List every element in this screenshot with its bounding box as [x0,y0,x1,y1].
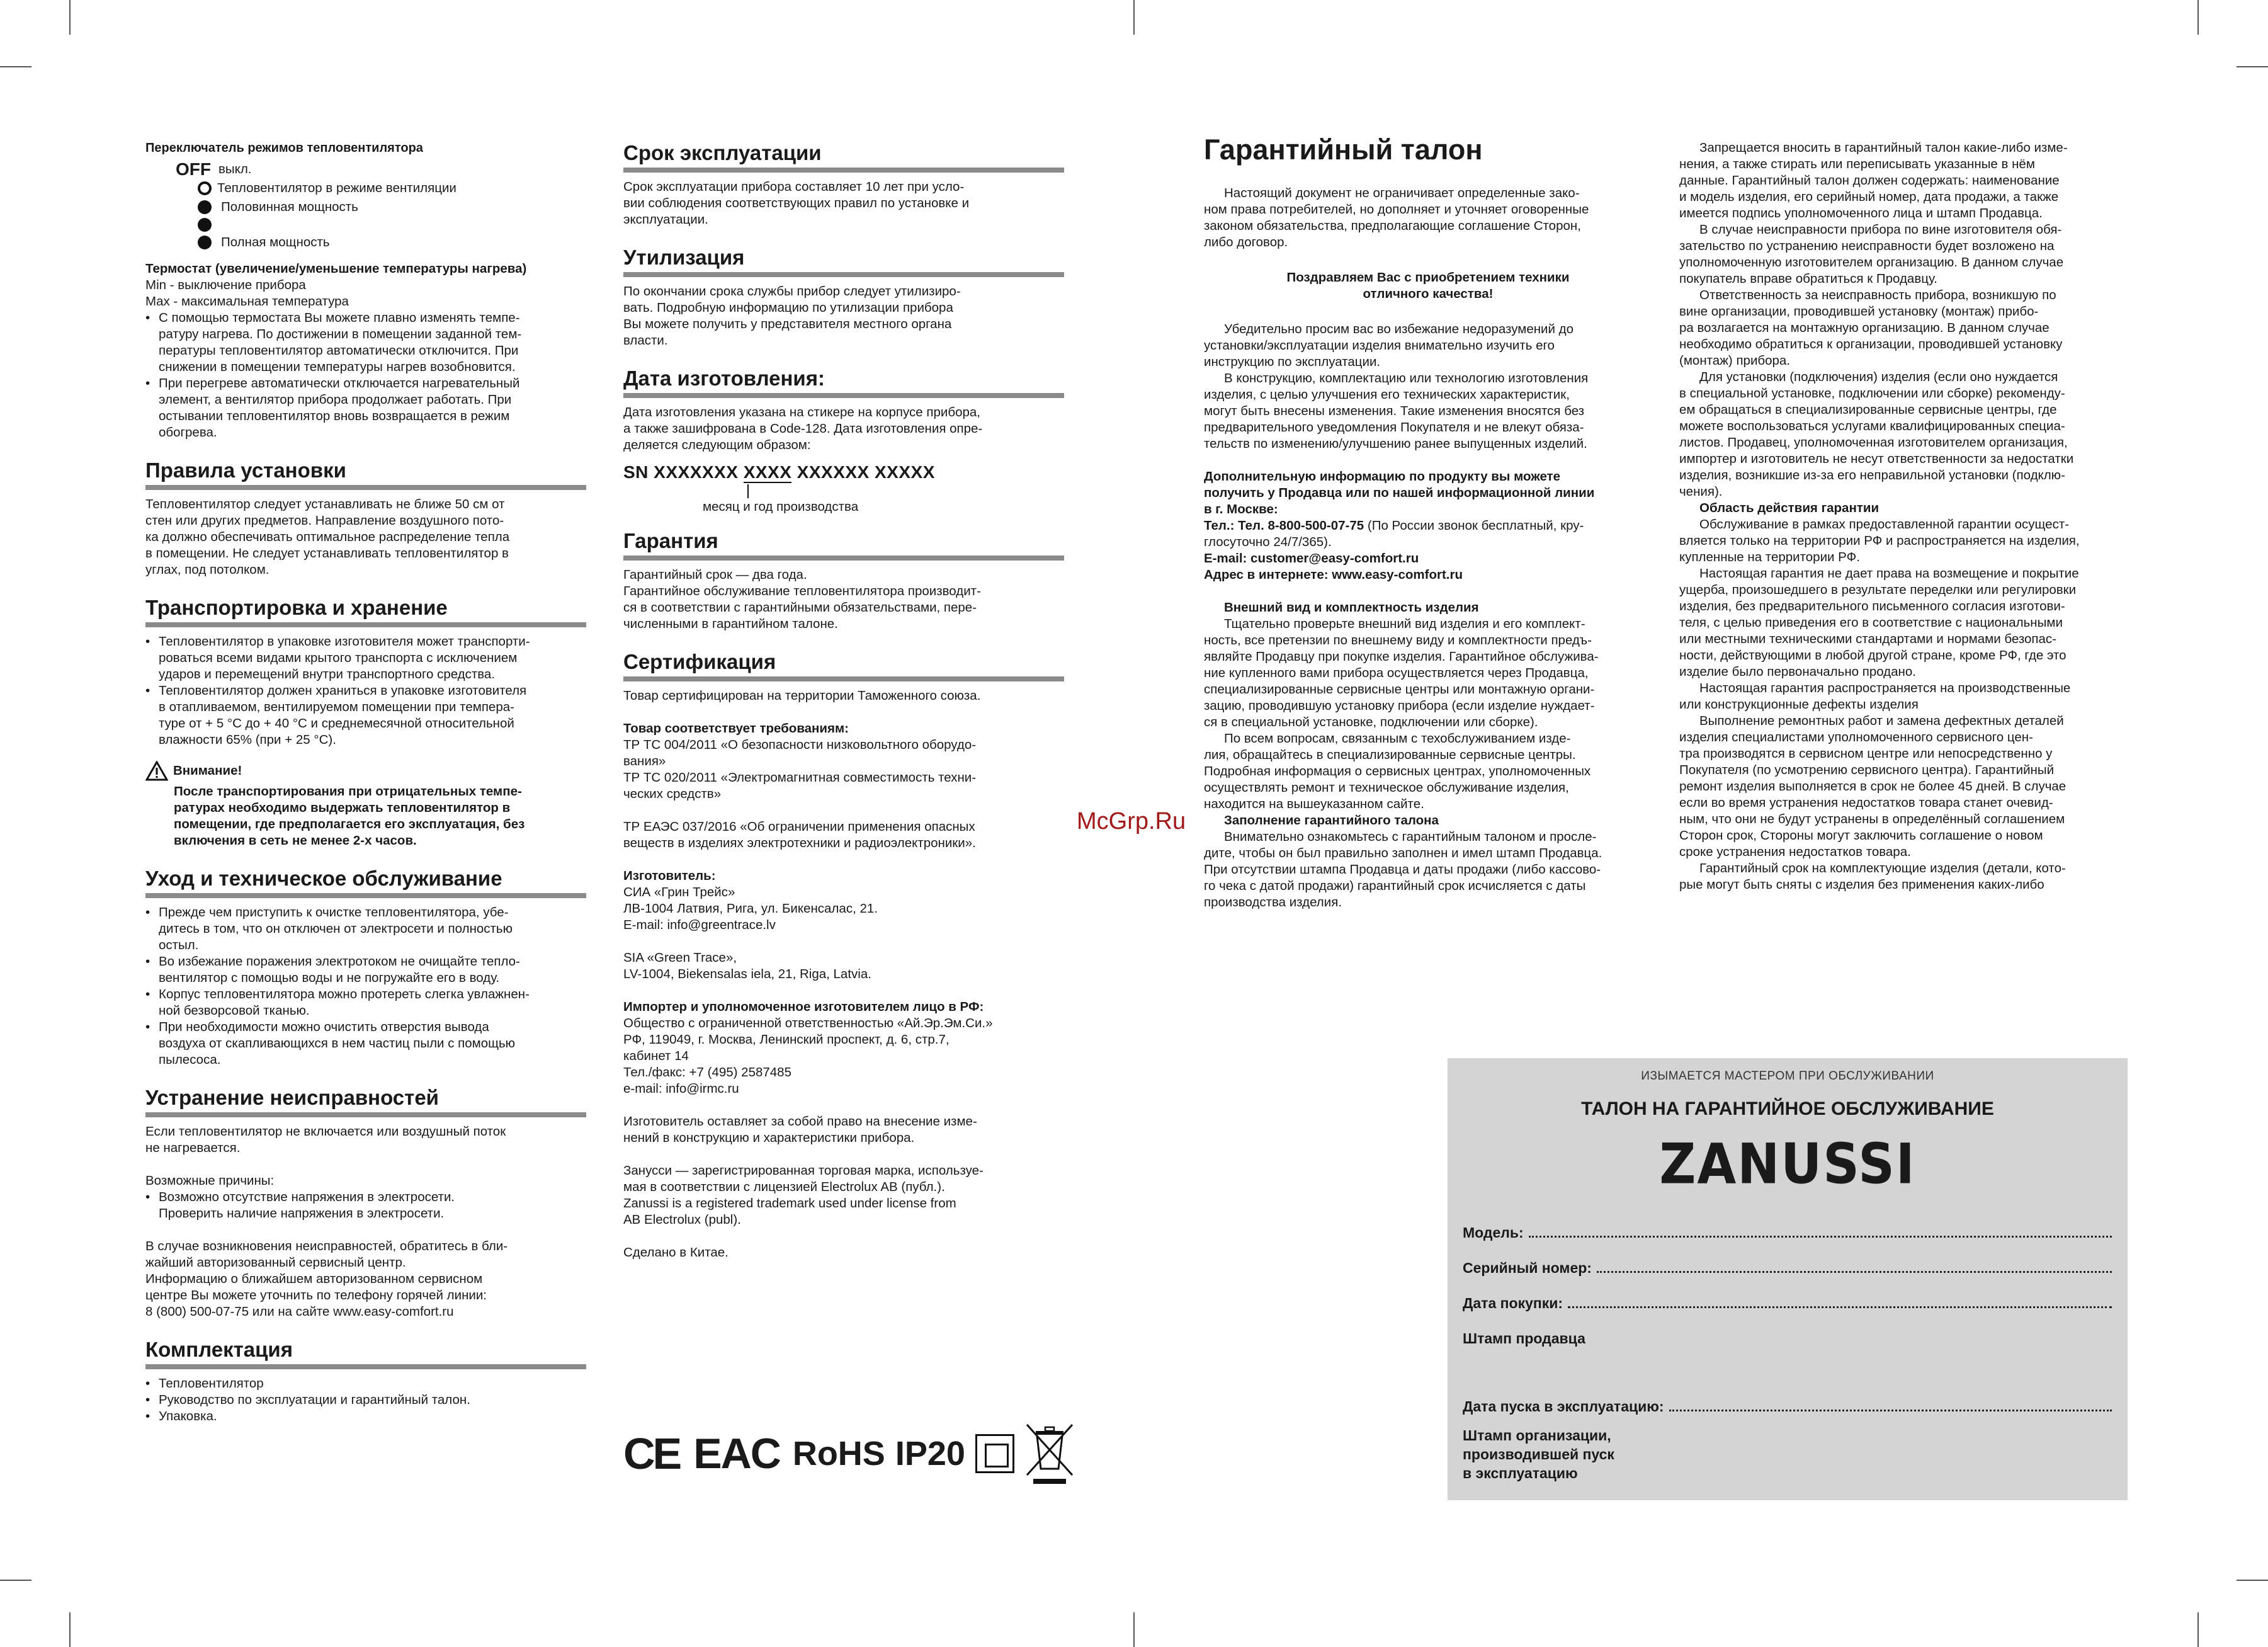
cert-heading: Сертификация [623,649,1064,681]
install-text: Тепловентилятор следует устанавливать не ближе 50 см от стен или других предметов. Направление воздушного пото- ка должно обеспечивать оптимальное распределение тепла в помещении. Не следует устанавливать тепловентилятор в углах, под потолком. [145,497,510,577]
model-field[interactable] [1463,1223,2112,1242]
crop-mark [0,1580,31,1581]
tel-label: Тел.: Тел. 8-800-500-07-75 [1204,518,1364,533]
start-date-label: Дата пуска в эксплуатацию: [1463,1398,1664,1415]
trouble-text-2: В случае возникновения неисправностей, обратитесь в бли- жайший авторизованный сервисный центр. Информацию о ближайшем авторизованном сервисном центре Вы можете уточнить по телефону горячей линии: 8 (800) 500-07-75 или на сайте www.easy-comfort.ru [145,1239,508,1319]
sn-part-c: XXXXXX XXXXX [791,462,935,482]
sn-pointer [747,484,749,498]
crop-mark [69,1612,71,1647]
crop-mark [2197,0,2199,35]
trouble-heading: Устранение неисправностей [145,1085,586,1117]
list-item: • Возможно отсутствие напряжения в электросети. Проверить наличие напряжения в электросети. [145,1189,586,1222]
req-title: Товар соответствует требованиям: [623,721,849,736]
model-label: Модель: [1463,1224,1524,1241]
mode-full-text: Полная мощность [221,235,330,249]
column-1 [145,140,586,1425]
warranty-title: Гарантийный талон [1204,134,1483,166]
paragraph-9: Гарантийный срок на комплектующие изделия (детали, кото- рые могут быть сняты с изделия без применения каких-либо [1679,861,2066,892]
maker-text-2: SIA «Green Trace», LV-1004, Biekensalas iela, 21, Riga, Latvia. [623,950,871,981]
list-item: • Во избежание поражения электротоком не очищайте тепло- вентилятор с помощью воды и не погружайте его в воду. [145,954,586,986]
weee-bin-icon [1024,1422,1075,1485]
paragraph-2: В конструкцию, комплектацию или технологию изготовления изделия, с целью улучшения его технических характеристик, могут быть внесены изменения. Такие изменения вносятся без предварительного уведомления Покупателя и не влекут обяза- тельств по изменению/улучшению ранее выпущенных изделий. [1204,371,1589,451]
crop-mark [2237,66,2268,67]
sn-part-a: SN XXXXXXX [623,462,744,482]
trademark-text: Занусси — зарегистрированная торговая марка, используе- мая в соответствии с лицензией Electrolux AB (публ.). Zanussi is a registered trademark used under license from AB Electrolux (publ). [623,1163,984,1227]
double-insulation-icon [975,1434,1014,1473]
crop-mark [69,0,71,35]
thermo-max: Max - максимальная температура [145,294,349,309]
dot-icon [198,218,212,232]
look-text: Тщательно проверьте внешний вид изделия и его комплект- ность, все претензии по внешнему виду и комплектности предъ- являйте Продавцу при покупке изделия. Гарантийное обслужива- ние купленного вами прибора осуществляется через Продавца, специализированные сервисные центры или монтажную органи- зацию, проводившую установку прибора (если изделие нуждает- ся в специальной установке, подключении или сборке). [1204,617,1599,729]
purchase-date-field[interactable] [1463,1294,2112,1313]
maker-text: СИА «Грин Трейс» ЛВ-1004 Латвия, Рига, ул. Бикенсалас, 21. E-mail: info@greentrace.lv [623,885,878,932]
paragraph-1: Убедительно просим вас во избежание недоразумений до установки/эксплуатации изделия внимательно изучить его инструкцию по эксплуатации. [1204,322,1574,369]
column-4 [1679,140,2128,893]
kit-heading: Комплектация [145,1336,586,1369]
thermo-title: Термостат (увеличение/уменьшение температуры нагрева) [145,261,527,276]
paragraph-3: Ответственность за неисправность прибора, возникшую по вине организации, проводившей установку (монтаж) прибо- ра возлагается на монтажную организацию. В данном случае необходимо обратиться к организации, проводившей установку (монтаж) прибора. [1679,288,2063,368]
maker-title: Изготовитель: [623,869,716,883]
util-heading: Утилизация [623,244,1064,277]
list-item: • С помощью термостата Вы можете плавно изменять темпе- ратуру нагрева. По достижении в помещении заданной тем- пературы тепловентилятор автоматически отключится. При снижении в помещении температуры нагрев возобновится. [145,310,586,375]
list-item: • Руководство по эксплуатации и гарантийный талон. [145,1392,586,1408]
mode-vent-text: Тепловентилятор в режиме вентиляции [217,181,456,195]
crop-mark [0,66,31,67]
warning-icon [145,761,168,781]
paragraph-5: Обслуживание в рамках предоставленной гарантии осущест- вляется только на территории РФ и распространяется на изделия, купленные на территории РФ. [1679,517,2080,564]
warranty-heading: Гарантия [623,528,1064,561]
care-heading: Уход и техническое обслуживание [145,865,586,898]
warranty-text: Гарантийный срок — два года. Гарантийное обслуживание тепловентилятора производит- ся в соответствии с гарантийными обязательствами, пере- численными в гарантийном талоне. [623,567,981,631]
ce-mark: CE [623,1429,680,1478]
dot-icon [198,236,212,249]
list-item: • Прежде чем приступить к очистке тепловентилятора, убе- дитесь в том, что он отключен от электросети и полностью остыл. [145,904,586,954]
sn-note: месяц и год производства [703,499,859,514]
org-stamp-label: Штамп организации, производившей пуск в эксплуатацию [1463,1427,1614,1481]
cert-marks [623,1422,1075,1485]
column-2 [623,140,1064,1261]
tel-note: (По России звонок бесплатный, кру- глосуточно 24/7/365). [1204,518,1584,549]
trouble-causes: Возможные причины: [145,1173,275,1188]
list-item: • Тепловентилятор должен храниться в упаковке изготовителя в отапливаемом, вентилируемом помещении при темпера- туре от + 5 °С до + 40 °С и среднемесячной относительной влажности 65% (при + 25 °С). [145,683,586,748]
fill-text: Внимательно ознакомьтесь с гарантийным талоном и просле- дите, чтобы он был правильно заполнен и имел штамп Продавца. При отсутствии штампа Продавца и даты продажи (либо кассово- го чека с датой продажи) гарантийный срок исчисляется с даты производства изделия. [1204,829,1602,909]
off-label: OFF [176,159,211,179]
email-text: E-mail: customer@easy-comfort.ru [1204,551,1419,566]
org-stamp-field [1463,1426,2112,1483]
sn-date-code: XXXX [743,462,792,482]
crop-mark [2197,1612,2199,1647]
serial-field[interactable] [1463,1258,2112,1277]
list-item: • При перегреве автоматически отключается нагревательный элемент, а вентилятор прибора продолжает работать. При остывании тепловентилятор вновь возвращается в режим обогрева. [145,375,586,441]
paragraph-7: Настоящая гарантия распространяется на производственные или конструкционные дефекты изделия [1679,681,2071,712]
life-heading: Срок эксплуатации [623,140,1064,173]
card-title: ТАЛОН НА ГАРАНТИЙНОЕ ОБСЛУЖИВАНИЕ [1581,1098,1994,1119]
serial-label: Серийный номер: [1463,1260,1592,1276]
seller-stamp-label: Штамп продавца [1463,1330,1585,1347]
rohs-mark: RoHS [792,1435,885,1473]
thermo-min: Min - выключение прибора [145,278,306,292]
sn-format [623,462,1064,515]
list-item: • Корпус тепловентилятора можно протереть слегка увлажнен- ной безворсовой тканью. [145,986,586,1019]
transport-list [145,634,586,748]
date-heading: Дата изготовления: [623,365,1064,398]
install-heading: Правила установки [145,457,586,490]
mode-off [145,160,586,179]
crop-mark [2237,1580,2268,1581]
util-text: По окончании срока службы прибор следует утилизиро- вать. Подробную информацию по утилизации прибора Вы можете получить у представителя местного органа власти. [623,284,961,348]
made-in: Сделано в Китае. [623,1245,729,1260]
paragraph-8: Выполнение ремонтных работ и замена дефектных деталей изделия специалистами уполномоченного сервисного цен- тра производятся в сервисном центре или непосредственно у Покупателя (по усмотрению сервисного центра). Гарантийный ремонт изделия выполняется в срок не более 45 дней. В случае если во время устранения недостатков товара станет очевид- ным, что они не будут устранены в определённый соглашением Сторон срок, Стороны могут заключить соглашение о новом сроке устранения недостатков товара. [1679,714,2067,859]
purchase-label: Дата покупки: [1463,1295,1563,1311]
seller-stamp-field [1463,1329,2112,1348]
warning [145,761,586,781]
req-text: ТР ТС 004/2011 «О безопасности низковольтного оборудо- вания» ТР ТС 020/2011 «Электромагнитная совместимость техни- ческих средств» [623,738,977,801]
transport-heading: Транспортировка и хранение [145,595,586,627]
list-item: • При необходимости можно очистить отверстия вывода воздуха от скапливающихся в нем частиц пыли с помощью пылесоса. [145,1019,586,1068]
watermark: McGrp.Ru [1077,808,1186,835]
brand-logo: ZANUSSI [1659,1132,1916,1197]
start-date-field[interactable] [1463,1397,2112,1416]
paragraph-2: В случае неисправности прибора по вине изготовителя обя- зательство по устранению неисправности будет возложено на уполномоченную изготовителем организацию. В данном случае покупатель вправе обратиться к Продавцу. [1679,222,2064,286]
date-text: Дата изготовления указана на стикере на корпусе прибора, а также зашифрована в Code-128. Дата изготовления опре- деляется следующим образом: [623,405,983,452]
scope-heading: Область действия гарантии [1699,501,1880,515]
card-note: ИЗЫМАЕТСЯ МАСТЕРОМ ПРИ ОБСЛУЖИВАНИИ [1641,1069,1934,1083]
importer-text: Общество с ограниченной ответственностью «Ай.Эр.Эм.Си.» РФ, 119049, г. Москва, Ленинский проспект, д. 6, стр.7, кабинет 14 Тел./факс: +7 (495) 2587485 e-mail: info@irmc.ru [623,1016,993,1096]
mode-full-dots [192,217,586,233]
warning-text: После транспортирования при отрицательных темпе- ратурах необходимо выдержать тепловентилятор в помещении, где предполагается его эксплуатация, без включения в сеть не менее 2-х часов. [174,784,525,848]
web-text: Адрес в интернете: www.easy-comfort.ru [1204,567,1463,582]
importer-title: Импортер и уполномоченное изготовителем лицо в РФ: [623,1000,984,1014]
ip-mark: IP20 [895,1435,965,1473]
kit-list [145,1376,586,1425]
congrats-text: Поздравляем Вас с приобретением техники отличного качества! [1286,270,1570,301]
off-text: выкл. [218,162,252,176]
look-heading: Внешний вид и комплектность изделия [1224,600,1479,615]
warranty-card [1448,1058,2128,1500]
mode-vent [192,179,586,198]
mode-half [192,198,586,217]
care-list [145,904,586,1068]
mode-full [192,233,586,252]
trouble-text: Если тепловентилятор не включается или воздушный поток не нагревается. [145,1124,506,1155]
cert-text: Товар сертифицирован на территории Таможенного союза. [623,688,981,703]
warning-title: Внимание! [173,763,242,778]
look-text-2: По всем вопросам, связанным с техобслуживанием изде- лия, обращайтесь в специализированные сервисные центры. Подробная информация о сервисных центрах, уполномоченных осуществлять ремонт и техническое обслуживание изделия, находится на вышеуказанном сайте. [1204,731,1591,811]
crop-mark [1133,0,1135,35]
column-3 [1204,132,1652,911]
paragraph-4: Для установки (подключения) изделия (если оно нуждается в специальной установке, подключении или сборке) рекоменду- ем обращаться в специализированные сервисные центры, где можете воспользоваться услугами квалифицированных специа- листов. Продавец, уполномоченная изготовителем организация, импортер и изготовитель не несут ответственности за недостатки изделия, возникшие из-за его неправильной установки (подклю- чения). [1679,370,2074,499]
mode-half-text: Половинная мощность [221,200,358,214]
ring-icon [198,181,212,195]
crop-mark [1133,1612,1135,1647]
life-text: Срок эксплуатации прибора составляет 10 лет при усло- вии соблюдения соответствующих правил по установке и эксплуатации. [623,180,970,227]
list-item: • Тепловентилятор [145,1376,586,1392]
paragraph-1: Запрещается вносить в гарантийный талон какие-либо изме- нения, а также стирать или переписывать указанные в нём данные. Гарантийный талон должен содержать: наименование и модель изделия, его серийный номер, дата продажи, а также имеется подпись уполномоченного лица и штамп Продавца. [1679,140,2068,220]
rights-text: Изготовитель оставляет за собой право на внесение изме- нений в конструкцию и характеристики прибора. [623,1114,977,1145]
dot-icon [198,200,212,214]
list-item: • Упаковка. [145,1408,586,1425]
trouble-list [145,1189,586,1222]
thermo-list [145,310,586,441]
paragraph-6: Настоящая гарантия не дает права на возмещение и покрытие ущерба, произошедшего в результате переделки или регулировки изделия, без предварительного письменного согласия изготови- теля, с целью приведения его в соответствие с национальными или местными техническими стандартами и нормами безопас- ности, действующими в любой другой стране, кроме РФ, где это изделие было первоначально продано. [1679,566,2079,679]
list-item: • Тепловентилятор в упаковке изготовителя может транспорти- роваться всеми видами крытого транспорта с исключением ударов и перемещений внутри транспортного средства. [145,634,586,683]
req-text-2: ТР ЕАЭС 037/2016 «Об ограничении применения опасных веществ в изделиях электротехники и радиоэлектроники». [623,819,976,850]
info-text: Дополнительную информацию по продукту вы можете получить у Продавца или по нашей информационной линии в г. Москве: [1204,469,1595,516]
fill-heading: Заполнение гарантийного талона [1224,813,1439,828]
intro-text: Настоящий документ не ограничивает определенные зако- ном права потребителей, но дополняет и уточняет оговоренные законом обязательства, предполагающие соглашение Сторон, либо договор. [1204,186,1589,249]
modes-title: Переключатель режимов тепловентилятора [145,141,423,155]
eac-mark: EAC [693,1430,780,1478]
